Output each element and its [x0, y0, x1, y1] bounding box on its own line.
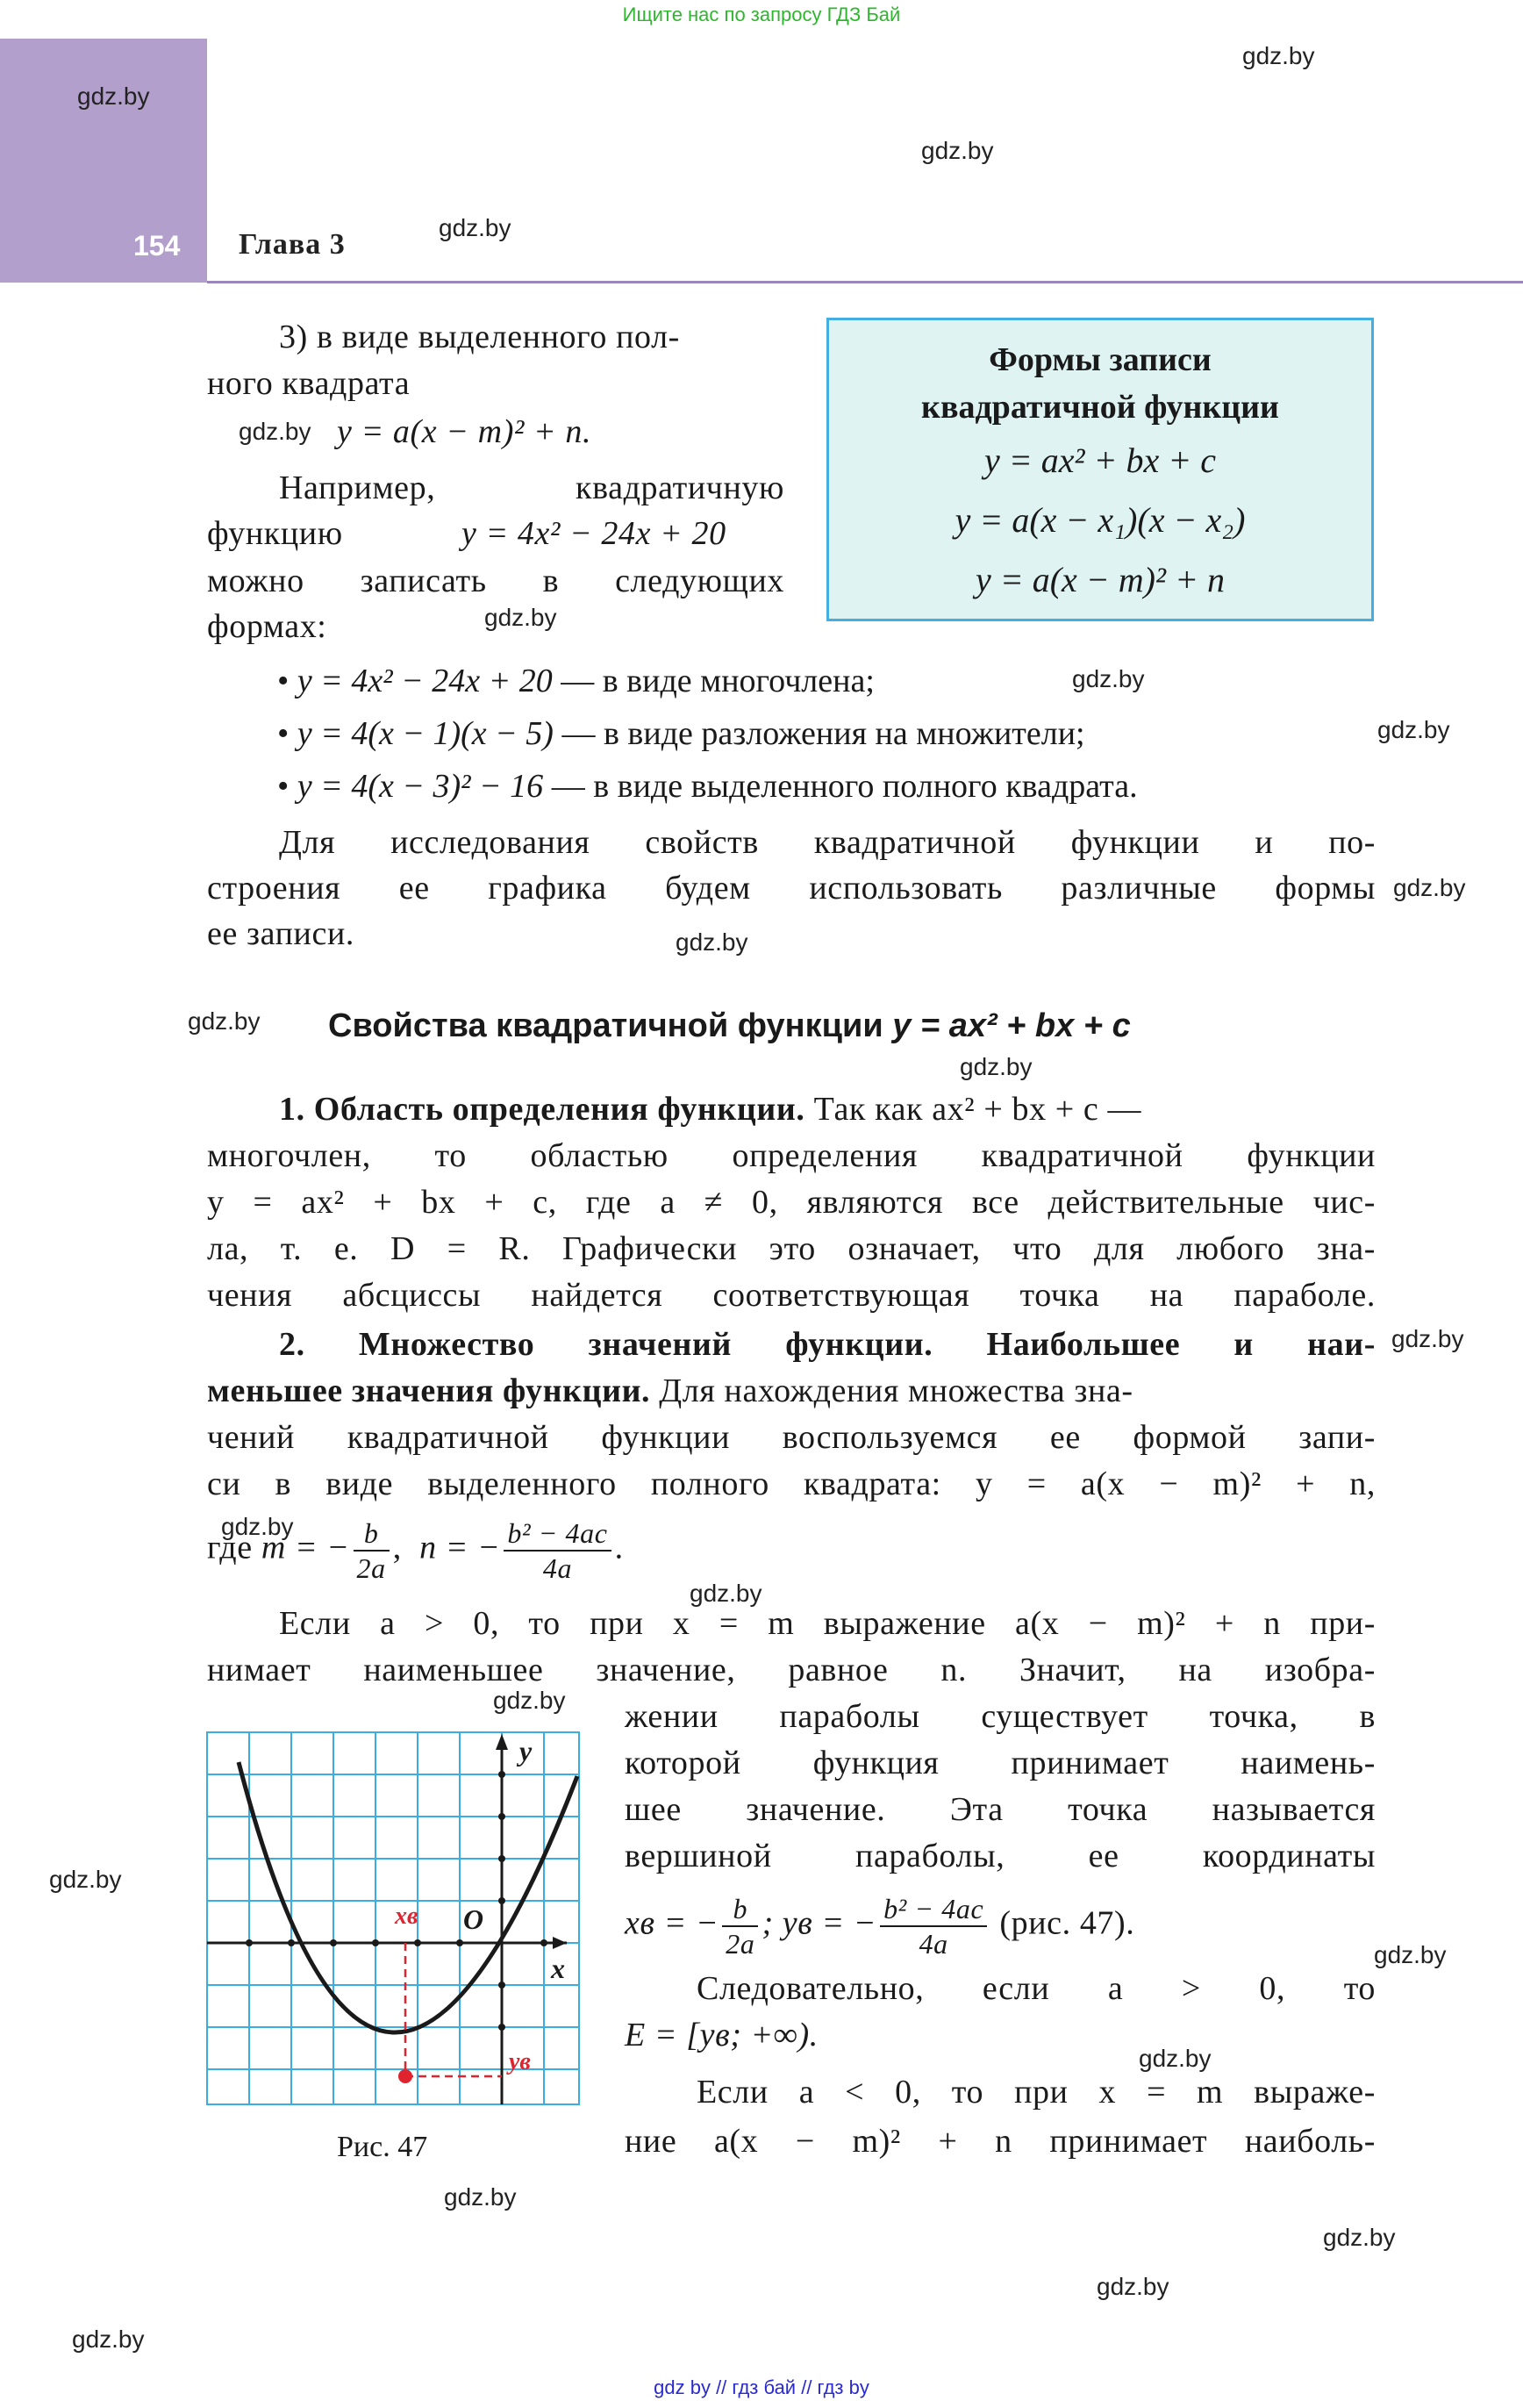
y-axis-label: y [519, 1735, 533, 1767]
watermark: gdz.by [921, 137, 994, 164]
p2-line3: чений квадратичной функции воспользуемся ее формой запи- [207, 1419, 1376, 1456]
watermark: gdz.by [188, 1007, 261, 1035]
watermark: gdz.by [1374, 1941, 1447, 1968]
p3-vertex-coords [625, 1892, 1134, 1960]
item3-formula: y = a(x − m)² + n. [337, 413, 592, 450]
parabola-curve [239, 1762, 577, 2032]
watermark: gdz.by [239, 418, 311, 445]
p2-line4: си в виде выделенного полного квадрата: y = a(x − m)² + n, [207, 1466, 1376, 1502]
watermark: gdz.by [439, 214, 511, 241]
section-heading [328, 1007, 1131, 1045]
p1-line2: многочлен, то областью определения квадратичной функции [207, 1137, 1376, 1174]
p1-line1 [279, 1086, 1376, 1133]
p1-line3: y = ax² + bx + c, где a ≠ 0, являются все действительные чис- [207, 1184, 1376, 1221]
p2-line2-rest: Для нахождения множества зна- [650, 1372, 1133, 1409]
watermark: gdz.by [1323, 2224, 1396, 2251]
watermark: gdz.by [484, 604, 557, 631]
section-heading-text: Свойства квадратичной функции [328, 1007, 893, 1044]
bullet-text: — в виде разложения на множители; [553, 715, 1085, 752]
p3-right3: шее значение. Эта точка называется [625, 1791, 1376, 1828]
m-fraction [354, 1516, 390, 1585]
watermark: gdz.by [493, 1687, 566, 1714]
yv-denominator: 4a [919, 1928, 948, 1960]
watermark: gdz.by [77, 82, 150, 110]
yv-numerator: b² − 4ac [880, 1892, 987, 1927]
watermark: gdz.by [72, 2326, 145, 2353]
example-line4: формах: [207, 608, 327, 645]
p3-right8: Если a < 0, то при x = m выраже- [697, 2074, 1376, 2111]
watermark: gdz.by [690, 1580, 762, 1607]
watermark: gdz.by [1072, 665, 1145, 692]
watermark: gdz.by [1377, 716, 1450, 743]
box-title-line1: Формы записи [989, 341, 1212, 378]
p3-right9: ние a(x − m)² + n принимает наиболь- [625, 2123, 1376, 2160]
watermark: gdz.by [1097, 2273, 1169, 2300]
example-line2b: y = 4x² − 24x + 20 [461, 515, 726, 552]
header-rule [207, 281, 1523, 283]
n-denominator: 4a [542, 1552, 573, 1584]
p1-line5: чения абсциссы найдется соответствующая точка на параболе. [207, 1277, 1376, 1314]
section-heading-formula: y = ax² + bx + c [892, 1007, 1131, 1044]
xv-numerator: b [722, 1892, 758, 1927]
watermark: gdz.by [960, 1053, 1033, 1080]
watermark: gdz.by [1393, 874, 1466, 901]
bullet-formula: y = 4(x − 3)² − 16 [297, 768, 544, 805]
p2-where: где [207, 1529, 253, 1566]
top-banner: Ищите нас по запросу ГДЗ Бай [622, 4, 901, 25]
bullet-dot-icon: • [277, 663, 290, 699]
x-axis-arrow-icon [553, 1937, 567, 1949]
item3-line1: 3) в виде выделенного пол- [279, 319, 680, 355]
p2-line2 [207, 1368, 1376, 1415]
box-formula-factored: y = a(x − x₁)(x − x₂) [955, 500, 1246, 540]
p1-line4: ла, т. е. D = R. Графически это означает, что для любого зна- [207, 1230, 1376, 1267]
y-axis-arrow-icon [496, 1734, 508, 1750]
yv-lhs: ; yв = − [762, 1904, 877, 1942]
p2-line1: 2. Множество значений функции. Наибольшее и наи- [279, 1326, 1376, 1363]
n-fraction [504, 1516, 611, 1585]
box-title-line2: квадратичной функции [921, 389, 1279, 426]
item3-line2: ного квадрата [207, 365, 411, 402]
origin-label: O [463, 1903, 484, 1935]
figure-reference: (рис. 47). [999, 1904, 1135, 1942]
p1-line1-rest: Так как ax² + bx + c — [804, 1091, 1142, 1128]
p3-right4: вершиной параболы, ее координаты [625, 1838, 1376, 1874]
m-denominator: 2a [356, 1552, 386, 1584]
bullet-text: — в виде выделенного полного квадрата. [543, 768, 1138, 805]
bullet-text: — в виде многочлена; [552, 663, 875, 699]
bullet-item [277, 760, 1138, 813]
x-axis-label: x [551, 1953, 565, 1984]
p3-right1: жении параболы существует точка, в [625, 1698, 1376, 1735]
study-line1: Для исследования свойств квадратичной функции и по- [279, 824, 1376, 861]
watermark: gdz.by [444, 2183, 517, 2211]
bullet-dot-icon: • [277, 715, 290, 752]
p3-line2: нимает наименьшее значение, равное n. Значит, на изобра- [207, 1652, 1376, 1688]
watermark: gdz.by [676, 928, 748, 956]
yv-fraction [880, 1892, 987, 1960]
watermark: gdz.by [1242, 42, 1315, 69]
p3-line1: Если a > 0, то при x = m выражение a(x − m)² + n при- [279, 1605, 1376, 1642]
xv-label: xв [395, 1903, 418, 1930]
example-line3: можно записать в следующих [207, 563, 784, 599]
example-line1: Например, квадратичную [279, 469, 784, 506]
bullet-item [277, 707, 1085, 760]
bullet-item [277, 655, 875, 707]
forms-box [826, 318, 1374, 621]
n-formula-lhs: n = − [419, 1529, 501, 1566]
bottom-links[interactable]: gdz by // гдз бай // гдз by [654, 2376, 869, 2398]
page-number: 154 [133, 230, 181, 262]
p2-line5: где m = − $\frac{b}{2a}$ , n = − $\frac{\text{b² − 4ac}}{4a}$ . [207, 1517, 624, 1584]
xv-fraction [722, 1892, 758, 1960]
p3-right2: которой функция принимает наимень- [625, 1745, 1376, 1781]
watermark: gdz.by [49, 1866, 122, 1893]
chapter-title: Глава 3 [239, 228, 346, 261]
bullet-dot-icon: • [277, 768, 290, 805]
p3-right7: E = [yв; +∞). [625, 2017, 819, 2053]
box-formula-vertex: y = a(x − m)² + n [975, 560, 1225, 599]
watermark: gdz.by [221, 1513, 294, 1540]
p1-bold: 1. Область определения функции. [279, 1091, 805, 1128]
box-formula-standard: y = ax² + bx + c [984, 441, 1216, 480]
vertex-point [398, 2069, 412, 2083]
bullet-formula: y = 4x² − 24x + 20 [297, 663, 553, 699]
xv-denominator: 2a [726, 1928, 755, 1960]
n-numerator: b² − 4ac [504, 1516, 611, 1552]
p2-bold: меньшее значения функции. [207, 1372, 651, 1409]
bullet-formula: y = 4(x − 1)(x − 5) [297, 715, 554, 752]
watermark: gdz.by [1391, 1325, 1464, 1352]
m-numerator: b [354, 1516, 390, 1552]
parabola-figure [202, 1725, 588, 2111]
xv-lhs: xв = − [625, 1904, 719, 1942]
p3-right6: Следовательно, если a > 0, то [697, 1970, 1376, 2007]
study-line3: ее записи. [207, 915, 354, 952]
example-line2a: функцию [207, 515, 343, 552]
figure-caption: Рис. 47 [337, 2131, 428, 2163]
study-line2: строения ее графика будем использовать различные формы [207, 870, 1376, 907]
yv-label: yв [509, 2048, 531, 2075]
watermark: gdz.by [1139, 2045, 1212, 2072]
m-formula-lhs: m = − [261, 1529, 350, 1566]
